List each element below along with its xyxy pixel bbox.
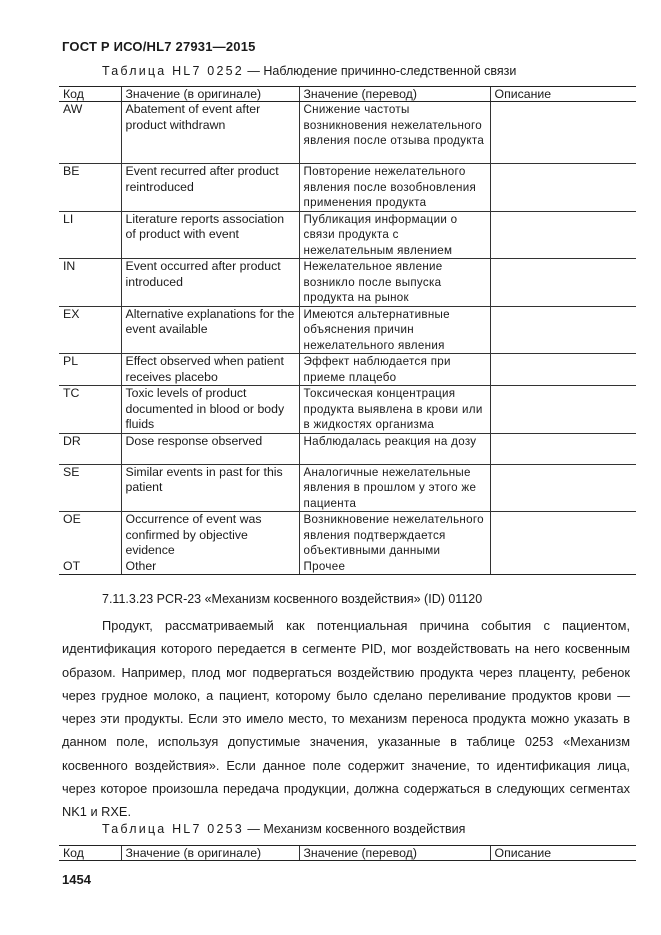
description-cell bbox=[490, 211, 636, 259]
page-number: 1454 bbox=[62, 872, 91, 887]
description-cell bbox=[490, 559, 636, 575]
code-cell: SE bbox=[59, 464, 121, 512]
original-cell: Toxic levels of product documented in blood or body fluids bbox=[121, 386, 299, 434]
table-row bbox=[59, 512, 636, 559]
code-cell: EX bbox=[59, 306, 121, 354]
original-cell: Dose response observed bbox=[121, 433, 299, 464]
column-header-original: Значение (в оригинале) bbox=[121, 846, 299, 861]
description-cell bbox=[490, 433, 636, 464]
table-0252-caption bbox=[102, 64, 516, 78]
original-cell: Other bbox=[121, 559, 299, 575]
translation-cell: Повторение нежелательного явления после возобновления применения продукта bbox=[299, 164, 490, 212]
translation-cell: Аналогичные нежелательные явления в прошлом у этого же пациента bbox=[299, 464, 490, 512]
column-header-translation: Значение (перевод) bbox=[299, 846, 490, 861]
original-cell: Abatement of event after product withdrawn bbox=[121, 102, 299, 164]
table-row bbox=[59, 433, 636, 464]
description-cell bbox=[490, 164, 636, 212]
code-cell: LI bbox=[59, 211, 121, 259]
translation-cell: Наблюдалась реакция на дозу bbox=[299, 433, 490, 464]
column-header-translation: Значение (перевод) bbox=[299, 87, 490, 102]
translation-cell: Имеются альтернативные объяснения причин нежелательного явления bbox=[299, 306, 490, 354]
description-cell bbox=[490, 306, 636, 354]
column-header-description: Описание bbox=[490, 87, 636, 102]
description-cell bbox=[490, 464, 636, 512]
table-header-row bbox=[59, 846, 636, 861]
code-cell: IN bbox=[59, 259, 121, 307]
description-cell bbox=[490, 354, 636, 386]
table-header-row bbox=[59, 87, 636, 102]
original-cell: Event recurred after product reintroduced bbox=[121, 164, 299, 212]
table-0253-caption-text: — Механизм косвенного воздействия bbox=[247, 822, 466, 836]
table-0252-caption-text: — Наблюдение причинно-следственной связи bbox=[247, 64, 517, 78]
table-row bbox=[59, 386, 636, 434]
table-0252 bbox=[59, 86, 636, 575]
code-cell: TC bbox=[59, 386, 121, 434]
original-cell: Occurrence of event was confirmed by objective evidence bbox=[121, 512, 299, 559]
table-row bbox=[59, 354, 636, 386]
document-header-title: ГОСТ Р ИСО/HL7 27931—2015 bbox=[62, 39, 256, 54]
table-row bbox=[59, 102, 636, 164]
code-cell: PL bbox=[59, 354, 121, 386]
original-cell: Effect observed when patient receives placebo bbox=[121, 354, 299, 386]
translation-cell: Публикация информации о связи продукта с нежелательным явлением bbox=[299, 211, 490, 259]
translation-cell: Снижение частоты возникновения нежелательного явления после отзыва продукта bbox=[299, 102, 490, 164]
column-header-original: Значение (в оригинале) bbox=[121, 87, 299, 102]
translation-cell: Прочее bbox=[299, 559, 490, 575]
code-cell: OE bbox=[63, 512, 81, 526]
translation-cell: Нежелательное явление возникло после выпуска продукта на рынок bbox=[299, 259, 490, 307]
original-cell: Similar events in past for this patient bbox=[121, 464, 299, 512]
section-paragraph: Продукт, рассматриваемый как потенциальная причина события с пациентом, идентификация которого передается в сегменте PID, мог воздействовать на него косвенным образом. Например, плод мог подвергаться воздействию продукта через плаценту, ребенок через грудное молоко, а пациент, которому было сделано переливание продуктов крови — через эти продукты. Если это имело место, то механизм переноса продукта можно указать в данном поле, используя допустимые значения, указанные в таблице 0253 «Механизм косвенного воздействия». Если данное поле содержит значение, то идентификация лица, через которое произошла передача продукции, должна содержаться в следующих сегментах NK1 и RXE. bbox=[62, 618, 630, 820]
original-cell: Alternative explanations for the event available bbox=[121, 306, 299, 354]
table-row bbox=[59, 164, 636, 212]
table-row bbox=[59, 464, 636, 512]
table-0253-caption bbox=[102, 822, 465, 836]
table-0253-caption-label: Таблица HL7 0253 bbox=[102, 822, 244, 836]
translation-cell: Эффект наблюдается при приеме плацебо bbox=[299, 354, 490, 386]
code-cell: OT bbox=[59, 559, 121, 575]
table-row bbox=[59, 211, 636, 259]
table-row bbox=[59, 306, 636, 354]
original-cell: Literature reports association of product with event bbox=[121, 211, 299, 259]
table-row bbox=[59, 559, 636, 575]
description-cell bbox=[490, 386, 636, 434]
translation-cell: Токсическая концентрация продукта выявлена в крови или в жидкостях организма bbox=[299, 386, 490, 434]
description-cell bbox=[490, 259, 636, 307]
original-cell: Event occurred after product introduced bbox=[121, 259, 299, 307]
translation-cell: Возникновение нежелательного явления подтверждается объективными данными bbox=[299, 512, 490, 559]
section-title: 7.11.3.23 PCR-23 «Механизм косвенного воздействия» (ID) 01120 bbox=[102, 592, 483, 606]
code-cell: DR bbox=[59, 433, 121, 464]
table-0252-caption-label: Таблица HL7 0252 bbox=[102, 64, 244, 78]
description-cell bbox=[490, 102, 636, 164]
description-cell bbox=[490, 512, 636, 559]
column-header-code: Код bbox=[59, 846, 121, 861]
column-header-description: Описание bbox=[490, 846, 636, 861]
column-header-code: Код bbox=[59, 87, 121, 102]
table-row bbox=[59, 259, 636, 307]
code-cell: AW bbox=[59, 102, 121, 164]
table-0253 bbox=[59, 845, 636, 861]
code-cell: BE bbox=[59, 164, 121, 212]
